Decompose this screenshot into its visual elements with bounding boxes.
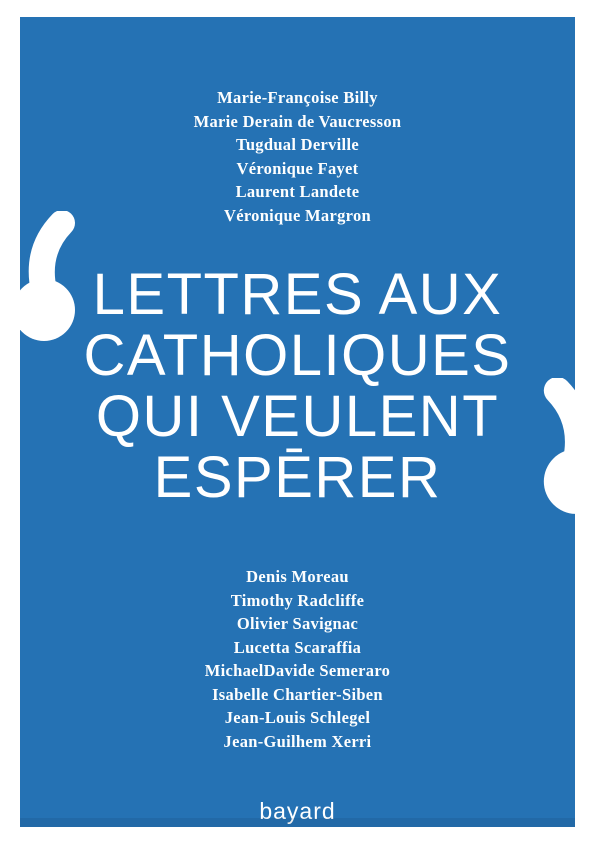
author-name: Olivier Savignac	[236, 614, 359, 633]
author-name: Véronique Margron	[223, 205, 372, 225]
title-line: ESPĒRER	[153, 445, 442, 510]
author-name: Laurent Landete	[235, 182, 360, 201]
author-name: Tugdual Derville	[236, 135, 359, 154]
title-line: CATHOLIQUES	[83, 323, 512, 388]
author-name: Timothy Radcliffe	[230, 590, 365, 610]
author-name: Véronique Fayet	[236, 158, 359, 178]
author-name: Denis Moreau	[246, 567, 349, 586]
title-line: LETTRES AUX	[92, 262, 503, 327]
author-name: Isabelle Chartier-Siben	[212, 684, 383, 704]
authors-bottom-list	[20, 565, 575, 753]
book-cover	[20, 17, 575, 827]
book-title	[20, 264, 575, 508]
authors-top-list	[20, 86, 575, 227]
author-name: Lucetta Scaraffia	[233, 637, 362, 657]
publisher-logo: bayard	[259, 798, 336, 824]
author-name: Marie Derain de Vaucresson	[193, 111, 402, 131]
title-line: QUI VEULENT	[95, 384, 500, 449]
author-name: MichaelDavide Semeraro	[204, 661, 391, 680]
author-name: Jean-Guilhem Xerri	[223, 731, 372, 751]
author-name: Jean-Louis Schlegel	[224, 708, 371, 727]
author-name: Marie-Françoise Billy	[217, 88, 378, 107]
